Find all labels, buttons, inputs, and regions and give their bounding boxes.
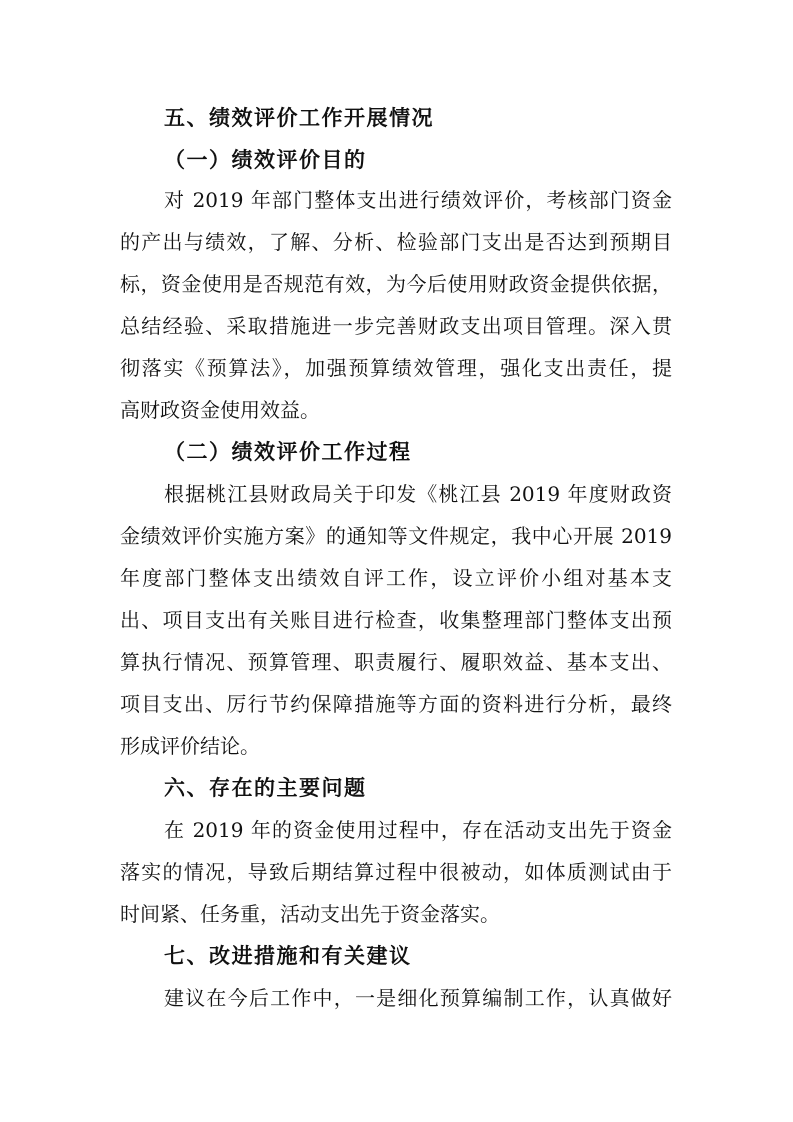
- paragraph-line: 的产出与绩效，了解、分析、检验部门支出是否达到预期目: [120, 230, 672, 254]
- paragraph-line: 出、项目支出有关账目进行检查，收集整理部门整体支出预: [120, 608, 672, 632]
- section-six-heading: 六、存在的主要问题: [164, 776, 367, 800]
- section-seven-heading: 七、改进措施和有关建议: [164, 944, 412, 968]
- paragraph-line: 算执行情况、预算管理、职责履行、履职效益、基本支出、: [120, 650, 672, 674]
- paragraph-line: 标，资金使用是否规范有效，为今后使用财政资金提供依据，: [120, 272, 672, 296]
- subsection-one-heading: （一）绩效评价目的: [164, 148, 367, 172]
- paragraph-line: 时间紧、任务重，活动支出先于资金落实。: [120, 902, 500, 926]
- paragraph-line: 根据桃江县财政局关于印发《桃江县 2019 年度财政资: [164, 482, 672, 506]
- paragraph-line: 在 2019 年的资金使用过程中，存在活动支出先于资金: [164, 818, 672, 842]
- paragraph-line: 形成评价结论。: [120, 734, 260, 758]
- paragraph-line: 金绩效评价实施方案》的通知等文件规定，我中心开展 2019: [120, 524, 672, 548]
- paragraph-line: 总结经验、采取措施进一步完善财政支出项目管理。深入贯: [120, 314, 672, 338]
- paragraph-line: 彻落实《预算法》，加强预算绩效管理，强化支出责任，提: [120, 356, 672, 380]
- subsection-two-heading: （二）绩效评价工作过程: [164, 440, 412, 464]
- paragraph-line: 年度部门整体支出绩效自评工作，设立评价小组对基本支: [120, 566, 672, 590]
- paragraph-line: 高财政资金使用效益。: [120, 398, 320, 422]
- paragraph-line: 对 2019 年部门整体支出进行绩效评价，考核部门资金: [164, 188, 672, 212]
- paragraph-line: 项目支出、厉行节约保障措施等方面的资料进行分析，最终: [120, 692, 672, 716]
- section-five-heading: 五、绩效评价工作开展情况: [164, 106, 434, 130]
- paragraph-line: 建议在今后工作中，一是细化预算编制工作，认真做好: [164, 986, 672, 1010]
- paragraph-line: 落实的情况，导致后期结算过程中很被动，如体质测试由于: [120, 860, 672, 884]
